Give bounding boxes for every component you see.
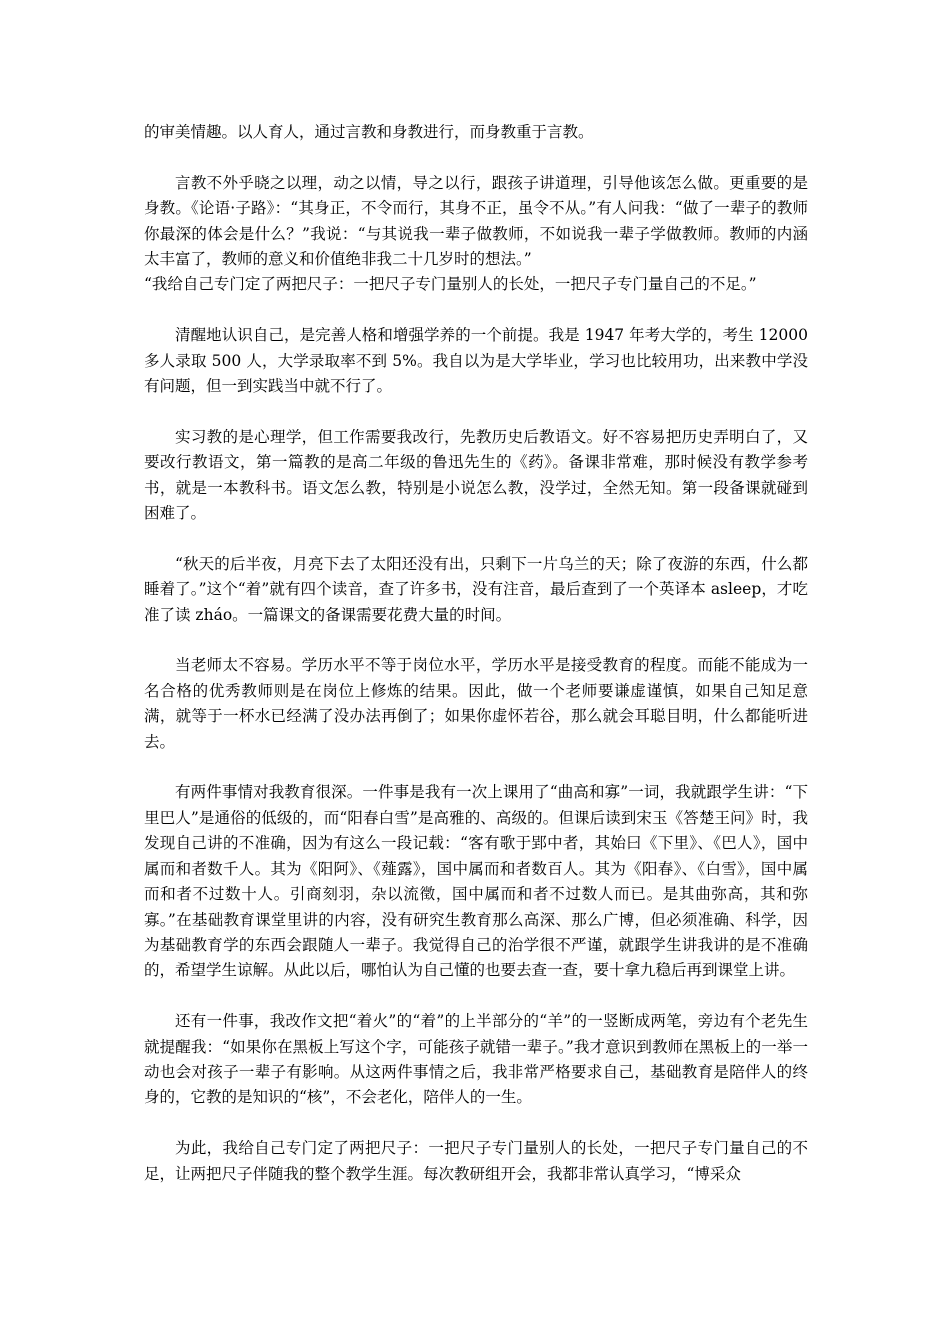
paragraph-self-awareness: 清醒地认识自己，是完善人格和增强学养的一个前提。我是 1947 年考大学的，考生 12000 多人录取 500 人，大学录取率不到 5%。我自以为是大学毕业，学习也比较用功，出来教中学没有问题，但一到实践当中就不行了。 (144, 326, 813, 396)
paragraph-internship: 实习教的是心理学，但工作需要我改行，先教历史后教语文。好不容易把历史弄明白了，又要改行教语文，第一篇教的是高二年级的鲁迅先生的《药》。备课非常难，那时候没有教学参考书，就是一本教科书。语文怎么教，特别是小说怎么教，没学过，全然无知。第一段备课就碰到困难了。 (144, 427, 808, 523)
paragraph-autumn-quote: “秋天的后半夜，月亮下去了太阳还没有出，只剩下一片乌兰的天；除了夜游的东西，什么都睡着了。”这个“着”就有四个读音，查了许多书，没有注音，最后查到了一个英译本 asleep，才吃准了读 zháo。一篇课文的备课需要花费大量的时间。 (144, 554, 808, 624)
paragraph-being-teacher: 当老师太不容易。学历水平不等于岗位水平，学历水平是接受教育的程度。而能不能成为一名合格的优秀教师则是在岗位上修炼的结果。因此，做一个老师要谦虚谨慎，如果自己知足意满，就等于一杯水已经满了没办法再倒了；如果你虚怀若谷，那么就会耳聪目明，什么都能听进去。 (144, 656, 808, 751)
paragraph-another-event: 还有一件事，我改作文把“着火”的“着”的上半部分的“羊”的一竖断成两笔，旁边有个老先生就提醒我：“如果你在黑板上写这个字，可能孩子就错一辈子。”我才意识到教师在黑板上的一举一动也会对孩子一辈子有影响。从这两件事情之后，我非常严格要求自己，基础教育是陪伴人的终身的，它教的是知识的“核”，不会老化，陪伴人的一生。 (144, 1012, 808, 1107)
paragraph-two-events: 有两件事情对我教育很深。一件事是我有一次上课用了“曲高和寡”一词，我就跟学生讲：“下里巴人”是通俗的低级的，而“阳春白雪”是高雅的、高级的。但课后读到宋玉《答楚王问》时，我发现自己讲的不准确，因为有这么一段记载：“客有歌于郢中者，其始曰《下里》、《巴人》，国中属而和者数千人。其为《阳阿》、《薤露》，国中属而和者数百人。其为《阳春》、《白雪》，国中属而和者不过数十人。引商刻羽，杂以流徵，国中属而和者不过数人而已。是其曲弥高，其和弥寡。”在基础教育课堂里讲的内容，没有研究生教育那么高深、那么广博，但必须准确、科学，因为基础教育学的东西会跟随人一辈子。我觉得自己的治学很不严谨，就跟学生讲我讲的是不准确的，希望学生谅解。从此以后，哪怕认为自己懂的也要去查一查，要十拿九稳后再到课堂上讲。 (144, 783, 808, 980)
paragraph-verbal-teaching: 言教不外乎晓之以理，动之以情，导之以行，跟孩子讲道理，引导他该怎么做。更重要的是身教。《论语·子路》：“其身正，不令而行，其身不正，虽令不从。”有人问我：“做了一辈子的教师你最深的体会是什么？”我说：“与其说我一辈子做教师，不如说我一辈子学做教师。教师的内涵太丰富了，教师的意义和价值绝非我二十几岁时的想法。” (144, 173, 808, 269)
paragraph-quote-two-rulers: “我给自己专门定了两把尺子：一把尺子专门量别人的长处，一把尺子专门量自己的不足。” (144, 275, 757, 294)
paragraph-continuation: 的审美情趣。以人育人，通过言教和身教进行，而身教重于言教。 (144, 123, 594, 141)
document-body (144, 120, 813, 1187)
paragraph-two-rulers: 为此，我给自己专门定了两把尺子：一把尺子专门量别人的长处，一把尺子专门量自己的不足，让两把尺子伴随我的整个教学生涯。每次教研组开会，我都非常认真学习，“博采众 (144, 1139, 808, 1183)
